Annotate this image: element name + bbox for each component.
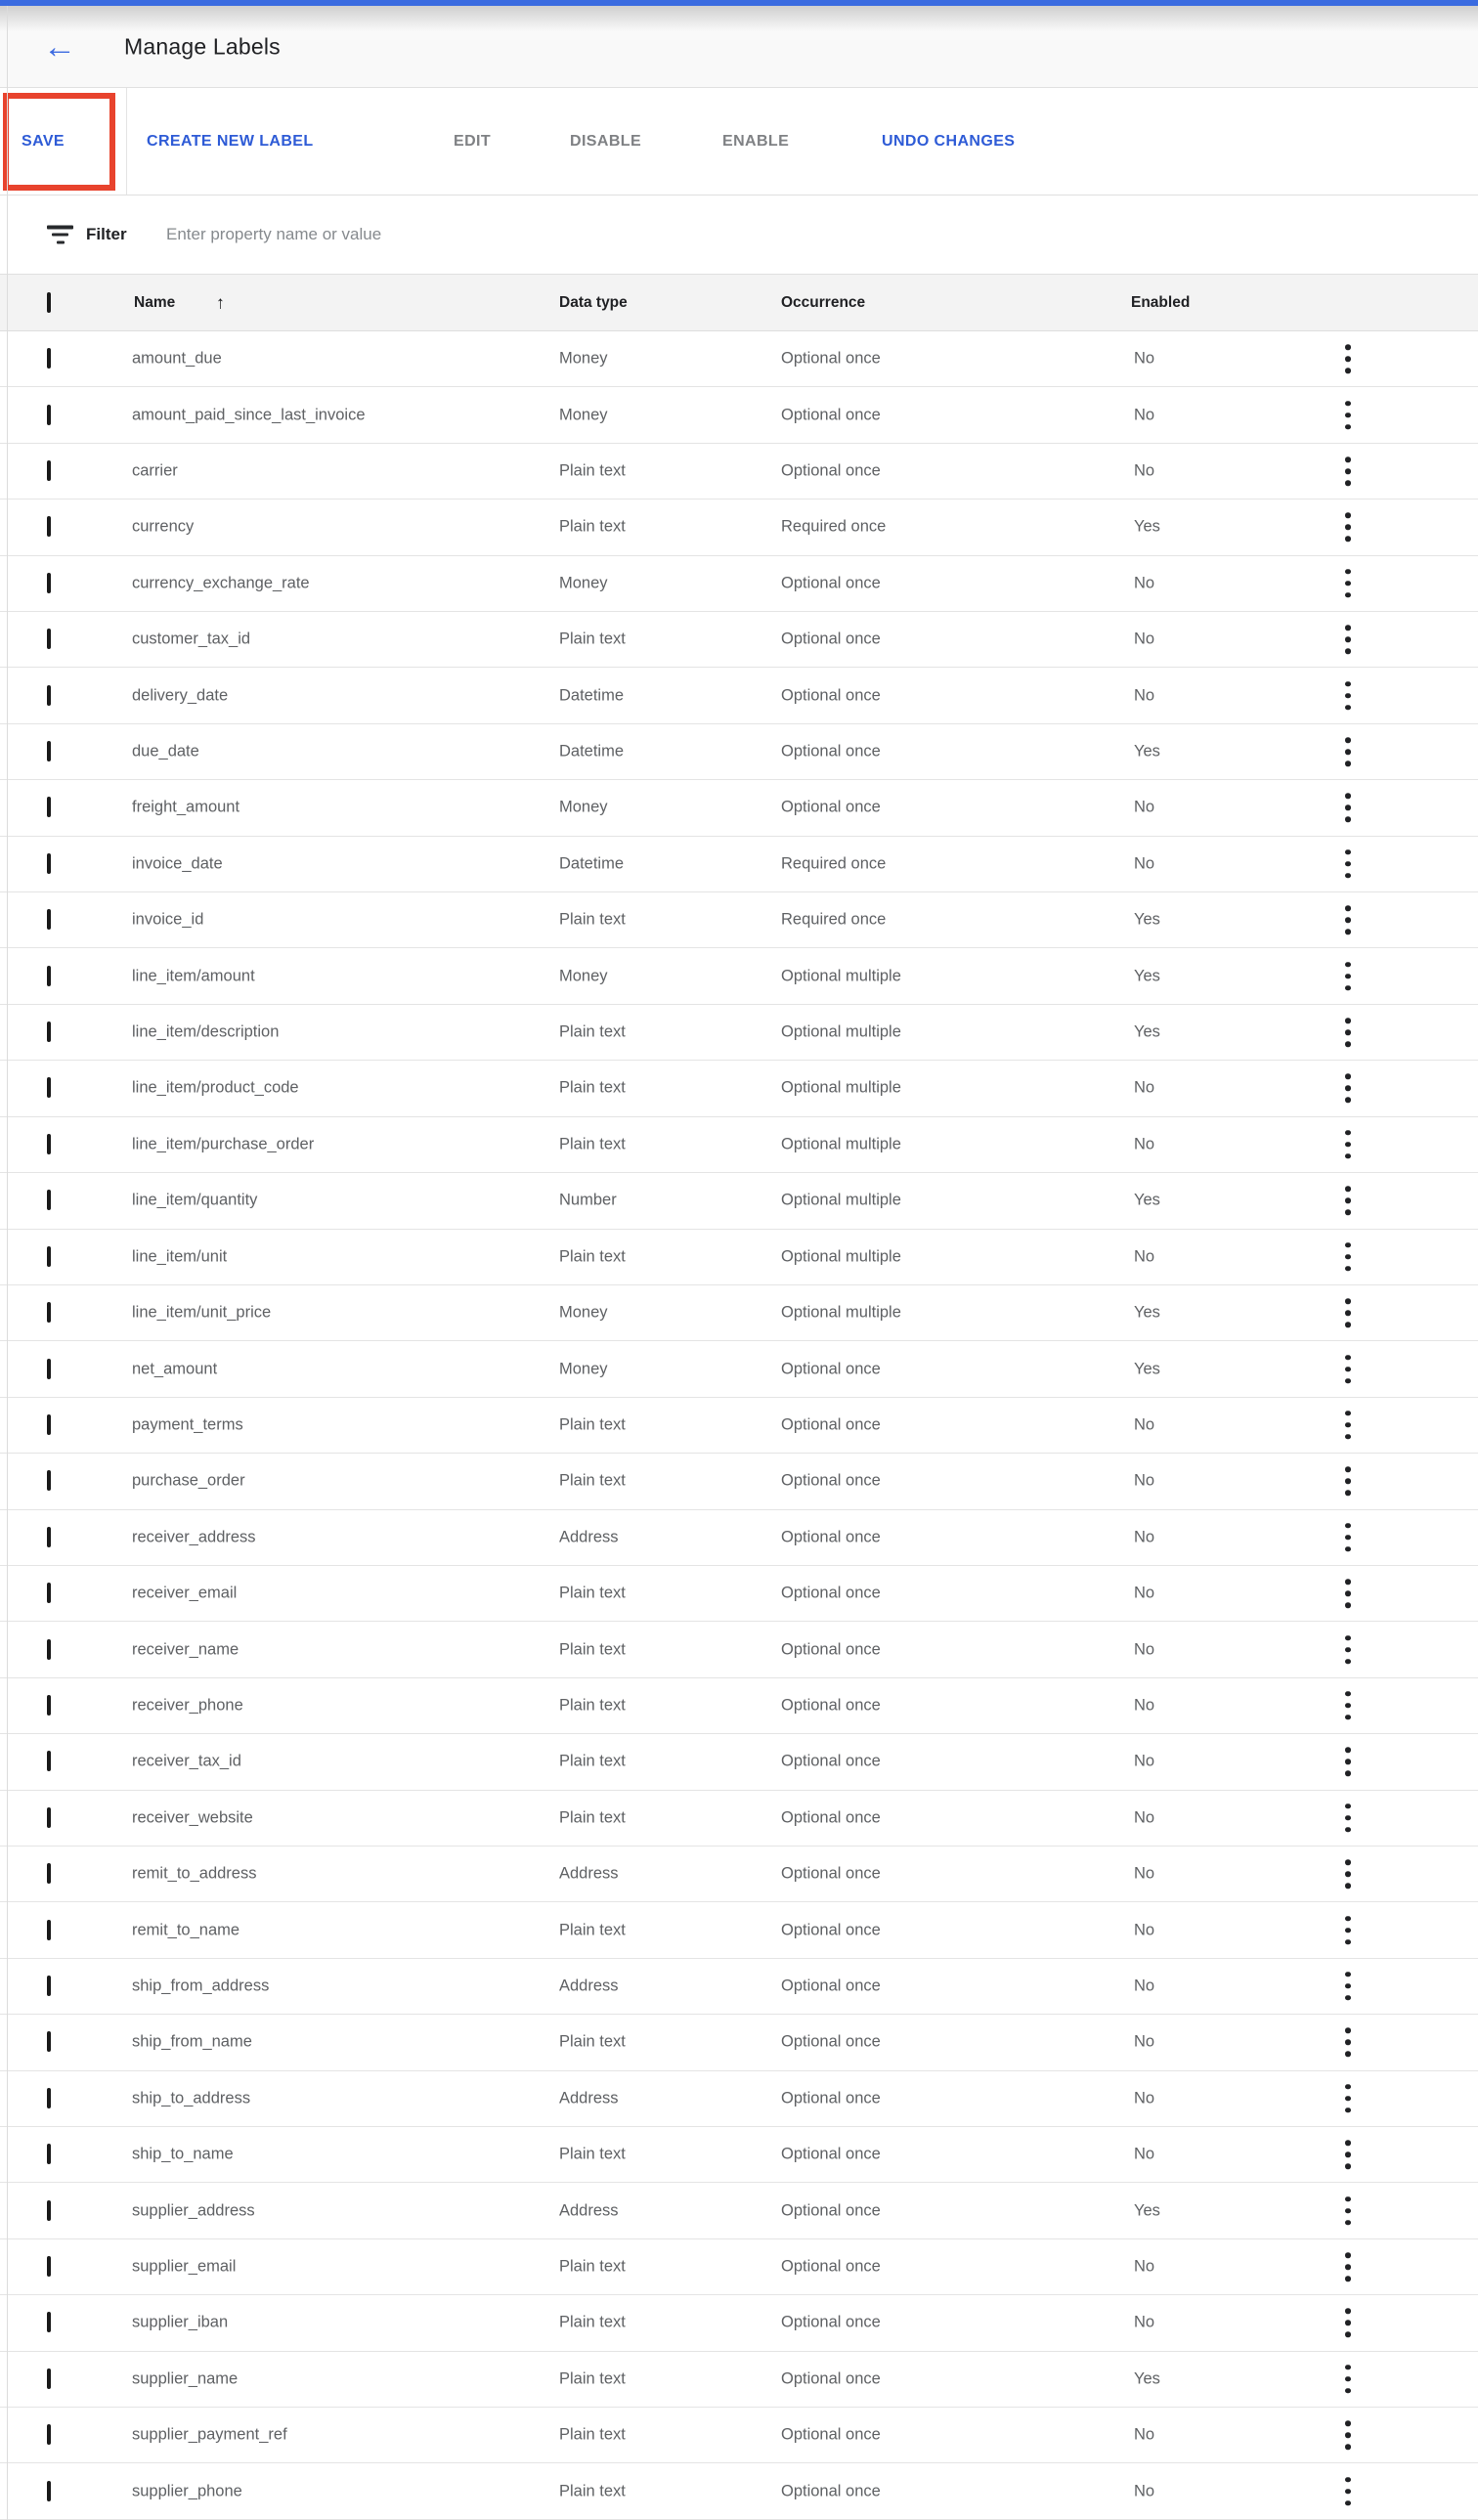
row-checkbox[interactable] — [47, 1920, 51, 1940]
save-button[interactable]: SAVE — [22, 132, 65, 150]
row-checkbox[interactable] — [47, 2144, 51, 2164]
filter-icon — [47, 226, 73, 244]
label-enabled-value: Yes — [1134, 1303, 1160, 1322]
label-occurrence: Optional once — [781, 2313, 881, 2331]
table-row — [0, 1510, 1478, 1566]
table-row — [0, 387, 1478, 443]
label-occurrence: Optional once — [781, 574, 881, 592]
label-name: ship_to_address — [132, 2089, 251, 2107]
row-overflow-menu-icon[interactable] — [1339, 2305, 1357, 2342]
row-checkbox[interactable] — [47, 1302, 51, 1323]
row-overflow-menu-icon[interactable] — [1339, 2136, 1357, 2173]
row-overflow-menu-icon[interactable] — [1339, 453, 1357, 490]
label-occurrence: Optional once — [781, 2201, 881, 2220]
table-row — [0, 948, 1478, 1004]
row-checkbox[interactable] — [47, 1021, 51, 1042]
label-name: currency — [132, 517, 195, 536]
row-overflow-menu-icon[interactable] — [1339, 790, 1357, 827]
table-row — [0, 1173, 1478, 1229]
row-overflow-menu-icon[interactable] — [1339, 902, 1357, 939]
table-row — [0, 1902, 1478, 1958]
label-occurrence: Optional once — [781, 1415, 881, 1434]
row-checkbox[interactable] — [47, 629, 51, 649]
label-data-type: Money — [559, 1303, 608, 1322]
row-overflow-menu-icon[interactable] — [1339, 733, 1357, 770]
label-name: ship_to_name — [132, 2145, 234, 2163]
row-checkbox[interactable] — [47, 1863, 51, 1884]
label-name: invoice_date — [132, 854, 223, 873]
label-name: freight_amount — [132, 798, 240, 816]
label-data-type: Plain text — [559, 2257, 626, 2276]
label-occurrence: Optional multiple — [781, 1247, 901, 1266]
column-header-name[interactable]: Name — [134, 293, 176, 311]
table-row — [0, 612, 1478, 668]
label-occurrence: Optional once — [781, 630, 881, 648]
table-row — [0, 2463, 1478, 2519]
table-row — [0, 1847, 1478, 1902]
row-checkbox[interactable] — [47, 685, 51, 706]
page-title: Manage Labels — [124, 33, 281, 59]
label-data-type: Plain text — [559, 517, 626, 536]
label-occurrence: Required once — [781, 517, 887, 536]
label-occurrence: Optional once — [781, 1921, 881, 1939]
label-enabled-value: Yes — [1134, 1360, 1160, 1378]
row-overflow-menu-icon[interactable] — [1339, 958, 1357, 995]
row-checkbox[interactable] — [47, 2481, 51, 2501]
filter-bar — [0, 196, 1478, 275]
label-name: carrier — [132, 461, 178, 480]
label-name: remit_to_address — [132, 1864, 257, 1883]
row-checkbox[interactable] — [47, 966, 51, 986]
row-overflow-menu-icon[interactable] — [1339, 2080, 1357, 2117]
label-name: receiver_email — [132, 1584, 238, 1602]
label-enabled-value: Yes — [1134, 742, 1160, 760]
row-overflow-menu-icon[interactable] — [1339, 621, 1357, 658]
table-row — [0, 1230, 1478, 1285]
undo-changes-button[interactable]: UNDO CHANGES — [882, 132, 1016, 150]
row-overflow-menu-icon[interactable] — [1339, 2416, 1357, 2454]
label-data-type: Money — [559, 574, 608, 592]
create-new-label-button[interactable]: CREATE NEW LABEL — [147, 132, 314, 150]
label-data-type: Plain text — [559, 461, 626, 480]
row-overflow-menu-icon[interactable] — [1339, 1631, 1357, 1669]
label-data-type: Plain text — [559, 910, 626, 929]
label-occurrence: Optional once — [781, 2145, 881, 2163]
table-row — [0, 892, 1478, 948]
table-row — [0, 1622, 1478, 1677]
table-row — [0, 1791, 1478, 1847]
label-occurrence: Optional multiple — [781, 1022, 901, 1041]
filter-input[interactable] — [166, 225, 1046, 244]
window-left-border — [7, 6, 8, 2520]
label-data-type: Plain text — [559, 1135, 626, 1153]
label-occurrence: Optional once — [781, 1471, 881, 1490]
row-overflow-menu-icon[interactable] — [1339, 2361, 1357, 2398]
label-enabled-value: No — [1134, 1528, 1155, 1546]
label-name: ship_from_address — [132, 1977, 270, 1995]
enable-button[interactable]: ENABLE — [722, 132, 790, 150]
table-row — [0, 1061, 1478, 1116]
row-checkbox[interactable] — [47, 1639, 51, 1660]
label-data-type: Plain text — [559, 2425, 626, 2444]
row-checkbox[interactable] — [47, 2031, 51, 2052]
row-overflow-menu-icon[interactable] — [1339, 1014, 1357, 1051]
row-checkbox[interactable] — [47, 1190, 51, 1210]
row-checkbox[interactable] — [47, 1470, 51, 1491]
label-data-type: Money — [559, 1360, 608, 1378]
row-checkbox[interactable] — [47, 348, 51, 369]
label-data-type: Plain text — [559, 1584, 626, 1602]
row-checkbox[interactable] — [47, 573, 51, 593]
row-overflow-menu-icon[interactable] — [1339, 1744, 1357, 1781]
label-enabled-value: Yes — [1134, 2369, 1160, 2388]
label-enabled-value: Yes — [1134, 910, 1160, 929]
table-row — [0, 1678, 1478, 1734]
row-checkbox[interactable] — [47, 1807, 51, 1828]
table-row — [0, 500, 1478, 555]
label-name: currency_exchange_rate — [132, 574, 310, 592]
label-enabled-value: No — [1134, 1640, 1155, 1659]
label-name: amount_due — [132, 349, 222, 368]
label-enabled-value: No — [1134, 1808, 1155, 1827]
table-row — [0, 444, 1478, 500]
label-name: line_item/product_code — [132, 1078, 299, 1097]
table-row — [0, 556, 1478, 612]
toolbar-separator — [126, 88, 127, 195]
label-data-type: Plain text — [559, 1921, 626, 1939]
label-name: delivery_date — [132, 686, 229, 705]
label-name: supplier_iban — [132, 2313, 229, 2331]
row-overflow-menu-icon[interactable] — [1339, 565, 1357, 602]
label-enabled-value: Yes — [1134, 517, 1160, 536]
label-occurrence: Optional once — [781, 798, 881, 816]
label-occurrence: Optional once — [781, 349, 881, 368]
label-data-type: Plain text — [559, 630, 626, 648]
label-name: receiver_address — [132, 1528, 256, 1546]
label-name: supplier_address — [132, 2201, 255, 2220]
label-occurrence: Optional once — [781, 1640, 881, 1659]
row-checkbox[interactable] — [47, 516, 51, 537]
row-overflow-menu-icon[interactable] — [1339, 1687, 1357, 1724]
table-row — [0, 2408, 1478, 2463]
table-row — [0, 2071, 1478, 2127]
label-occurrence: Required once — [781, 854, 887, 873]
label-name: supplier_phone — [132, 2482, 242, 2500]
row-overflow-menu-icon[interactable] — [1339, 1855, 1357, 1892]
label-data-type: Datetime — [559, 686, 625, 705]
row-overflow-menu-icon[interactable] — [1339, 1238, 1357, 1276]
label-data-type: Plain text — [559, 1808, 626, 1827]
row-overflow-menu-icon[interactable] — [1339, 1070, 1357, 1108]
row-overflow-menu-icon[interactable] — [1339, 2248, 1357, 2285]
label-enabled-value: No — [1134, 574, 1155, 592]
label-data-type: Address — [559, 1864, 619, 1883]
column-header-occurrence[interactable]: Occurrence — [781, 293, 866, 311]
disable-button[interactable]: DISABLE — [570, 132, 642, 150]
label-data-type: Plain text — [559, 1696, 626, 1715]
table-row — [0, 1285, 1478, 1341]
label-enabled-value: No — [1134, 406, 1155, 424]
row-overflow-menu-icon[interactable] — [1339, 1351, 1357, 1388]
label-occurrence: Optional once — [781, 461, 881, 480]
label-data-type: Address — [559, 2201, 619, 2220]
table-row — [0, 1734, 1478, 1790]
label-data-type: Money — [559, 349, 608, 368]
row-checkbox[interactable] — [47, 1134, 51, 1154]
label-enabled-value: No — [1134, 1864, 1155, 1883]
row-overflow-menu-icon[interactable] — [1339, 1800, 1357, 1837]
label-table-body — [0, 331, 1478, 2520]
table-row — [0, 724, 1478, 780]
label-enabled-value: No — [1134, 1078, 1155, 1097]
label-name: line_item/unit_price — [132, 1303, 272, 1322]
toolbar — [0, 88, 1478, 196]
label-enabled-value: No — [1134, 1584, 1155, 1602]
label-enabled-value: No — [1134, 2145, 1155, 2163]
label-occurrence: Optional once — [781, 1696, 881, 1715]
page-header — [0, 6, 1478, 88]
column-header-data-type[interactable]: Data type — [559, 293, 628, 311]
table-row — [0, 2127, 1478, 2183]
table-row — [0, 331, 1478, 387]
table-row — [0, 2015, 1478, 2070]
row-checkbox[interactable] — [47, 741, 51, 761]
label-occurrence: Optional multiple — [781, 967, 901, 985]
row-overflow-menu-icon[interactable] — [1339, 1463, 1357, 1500]
filter-label: Filter — [86, 225, 127, 243]
label-enabled-value: No — [1134, 2032, 1155, 2051]
label-enabled-value: Yes — [1134, 1191, 1160, 1209]
row-checkbox[interactable] — [47, 1751, 51, 1771]
row-checkbox[interactable] — [47, 2200, 51, 2221]
column-header-enabled[interactable]: Enabled — [1131, 293, 1191, 311]
edit-button[interactable]: EDIT — [454, 132, 492, 150]
label-occurrence: Optional once — [781, 2425, 881, 2444]
label-data-type: Address — [559, 1977, 619, 1995]
label-name: line_item/quantity — [132, 1191, 258, 1209]
row-overflow-menu-icon[interactable] — [1339, 2193, 1357, 2230]
label-name: invoice_id — [132, 910, 204, 929]
table-row — [0, 1566, 1478, 1622]
label-enabled-value: No — [1134, 1696, 1155, 1715]
label-name: line_item/unit — [132, 1247, 228, 1266]
row-overflow-menu-icon[interactable] — [1339, 1968, 1357, 2005]
row-checkbox[interactable] — [47, 1359, 51, 1379]
label-name: supplier_payment_ref — [132, 2425, 287, 2444]
label-data-type: Plain text — [559, 2369, 626, 2388]
row-checkbox[interactable] — [47, 2368, 51, 2389]
label-name: supplier_email — [132, 2257, 237, 2276]
label-enabled-value: No — [1134, 854, 1155, 873]
label-occurrence: Optional once — [781, 2032, 881, 2051]
label-enabled-value: No — [1134, 1415, 1155, 1434]
label-data-type: Plain text — [559, 1022, 626, 1041]
row-overflow-menu-icon[interactable] — [1339, 1575, 1357, 1612]
label-enabled-value: No — [1134, 2425, 1155, 2444]
row-overflow-menu-icon[interactable] — [1339, 1519, 1357, 1556]
row-overflow-menu-icon[interactable] — [1339, 1912, 1357, 1949]
label-name: amount_paid_since_last_invoice — [132, 406, 366, 424]
table-row — [0, 2239, 1478, 2295]
table-row — [0, 2352, 1478, 2408]
table-row — [0, 780, 1478, 836]
row-overflow-menu-icon[interactable] — [1339, 340, 1357, 377]
row-overflow-menu-icon[interactable] — [1339, 677, 1357, 715]
label-data-type: Plain text — [559, 1078, 626, 1097]
label-enabled-value: No — [1134, 686, 1155, 705]
label-data-type: Plain text — [559, 2145, 626, 2163]
row-checkbox[interactable] — [47, 1246, 51, 1267]
label-data-type: Address — [559, 1528, 619, 1546]
label-enabled-value: No — [1134, 1471, 1155, 1490]
label-occurrence: Optional once — [781, 1808, 881, 1827]
table-row — [0, 668, 1478, 723]
row-overflow-menu-icon[interactable] — [1339, 1407, 1357, 1444]
label-enabled-value: No — [1134, 1752, 1155, 1770]
label-occurrence: Optional once — [781, 1528, 881, 1546]
label-enabled-value: No — [1134, 630, 1155, 648]
label-name: receiver_website — [132, 1808, 253, 1827]
row-checkbox[interactable] — [47, 797, 51, 817]
table-row — [0, 1005, 1478, 1061]
label-occurrence: Optional multiple — [781, 1303, 901, 1322]
label-enabled-value: No — [1134, 2313, 1155, 2331]
sort-ascending-icon[interactable]: ↑ — [216, 292, 225, 312]
label-data-type: Plain text — [559, 1471, 626, 1490]
row-checkbox[interactable] — [47, 1583, 51, 1603]
label-enabled-value: Yes — [1134, 1022, 1160, 1041]
label-occurrence: Optional multiple — [781, 1191, 901, 1209]
label-name: line_item/amount — [132, 967, 255, 985]
label-occurrence: Optional once — [781, 2257, 881, 2276]
label-name: purchase_order — [132, 1471, 245, 1490]
row-overflow-menu-icon[interactable] — [1339, 509, 1357, 546]
row-checkbox[interactable] — [47, 1527, 51, 1547]
back-arrow-icon[interactable]: ← — [43, 27, 76, 65]
row-checkbox[interactable] — [47, 1414, 51, 1435]
label-name: remit_to_name — [132, 1921, 240, 1939]
select-all-checkbox[interactable] — [47, 292, 51, 313]
label-occurrence: Optional once — [781, 406, 881, 424]
row-overflow-menu-icon[interactable] — [1339, 1126, 1357, 1163]
label-enabled-value: No — [1134, 798, 1155, 816]
row-overflow-menu-icon[interactable] — [1339, 2024, 1357, 2062]
label-name: ship_from_name — [132, 2032, 252, 2051]
label-occurrence: Optional once — [781, 1977, 881, 1995]
table-row — [0, 2183, 1478, 2238]
row-overflow-menu-icon[interactable] — [1339, 397, 1357, 434]
row-overflow-menu-icon[interactable] — [1339, 2473, 1357, 2510]
label-data-type: Plain text — [559, 2313, 626, 2331]
table-row — [0, 1959, 1478, 2015]
table-row — [0, 1398, 1478, 1454]
label-name: due_date — [132, 742, 199, 760]
label-name: receiver_tax_id — [132, 1752, 241, 1770]
label-name: line_item/purchase_order — [132, 1135, 315, 1153]
label-occurrence: Optional once — [781, 2369, 881, 2388]
label-occurrence: Optional once — [781, 2089, 881, 2107]
label-name: payment_terms — [132, 1415, 243, 1434]
label-data-type: Address — [559, 2089, 619, 2107]
label-occurrence: Optional once — [781, 1752, 881, 1770]
label-name: receiver_phone — [132, 1696, 243, 1715]
label-enabled-value: No — [1134, 1977, 1155, 1995]
label-name: net_amount — [132, 1360, 218, 1378]
label-occurrence: Optional once — [781, 742, 881, 760]
label-data-type: Money — [559, 406, 608, 424]
label-occurrence: Optional multiple — [781, 1078, 901, 1097]
label-data-type: Plain text — [559, 2032, 626, 2051]
label-occurrence: Optional once — [781, 1360, 881, 1378]
label-enabled-value: Yes — [1134, 2201, 1160, 2220]
table-row — [0, 1341, 1478, 1397]
row-checkbox[interactable] — [47, 1077, 51, 1098]
row-overflow-menu-icon[interactable] — [1339, 846, 1357, 883]
row-overflow-menu-icon[interactable] — [1339, 1294, 1357, 1331]
label-data-type: Plain text — [559, 1752, 626, 1770]
table-row — [0, 1117, 1478, 1173]
label-data-type: Number — [559, 1191, 617, 1209]
label-enabled-value: No — [1134, 461, 1155, 480]
label-name: customer_tax_id — [132, 630, 251, 648]
label-occurrence: Optional once — [781, 1584, 881, 1602]
label-enabled-value: No — [1134, 2257, 1155, 2276]
label-enabled-value: No — [1134, 2482, 1155, 2500]
label-data-type: Money — [559, 798, 608, 816]
label-enabled-value: Yes — [1134, 967, 1160, 985]
label-name: receiver_name — [132, 1640, 239, 1659]
row-checkbox[interactable] — [47, 853, 51, 874]
label-data-type: Plain text — [559, 1247, 626, 1266]
label-enabled-value: No — [1134, 1247, 1155, 1266]
label-occurrence: Optional multiple — [781, 1135, 901, 1153]
label-data-type: Plain text — [559, 1640, 626, 1659]
label-name: supplier_name — [132, 2369, 239, 2388]
row-checkbox[interactable] — [47, 460, 51, 481]
row-checkbox[interactable] — [47, 405, 51, 425]
table-header-row — [0, 275, 1478, 331]
label-occurrence: Optional once — [781, 2482, 881, 2500]
row-checkbox[interactable] — [47, 1695, 51, 1716]
label-data-type: Money — [559, 967, 608, 985]
table-row — [0, 837, 1478, 892]
label-occurrence: Optional once — [781, 686, 881, 705]
row-checkbox[interactable] — [47, 909, 51, 930]
row-checkbox[interactable] — [47, 2256, 51, 2277]
row-overflow-menu-icon[interactable] — [1339, 1183, 1357, 1220]
row-checkbox[interactable] — [47, 2312, 51, 2332]
label-enabled-value: No — [1134, 1921, 1155, 1939]
table-row — [0, 2295, 1478, 2351]
row-checkbox[interactable] — [47, 1976, 51, 1996]
label-occurrence: Optional once — [781, 1864, 881, 1883]
label-enabled-value: No — [1134, 2089, 1155, 2107]
label-enabled-value: No — [1134, 1135, 1155, 1153]
table-row — [0, 1454, 1478, 1509]
label-name: line_item/description — [132, 1022, 280, 1041]
label-data-type: Plain text — [559, 2482, 626, 2500]
row-checkbox[interactable] — [47, 2088, 51, 2108]
row-checkbox[interactable] — [47, 2424, 51, 2445]
label-data-type: Datetime — [559, 854, 625, 873]
label-occurrence: Required once — [781, 910, 887, 929]
label-data-type: Plain text — [559, 1415, 626, 1434]
label-enabled-value: No — [1134, 349, 1155, 368]
label-data-type: Datetime — [559, 742, 625, 760]
